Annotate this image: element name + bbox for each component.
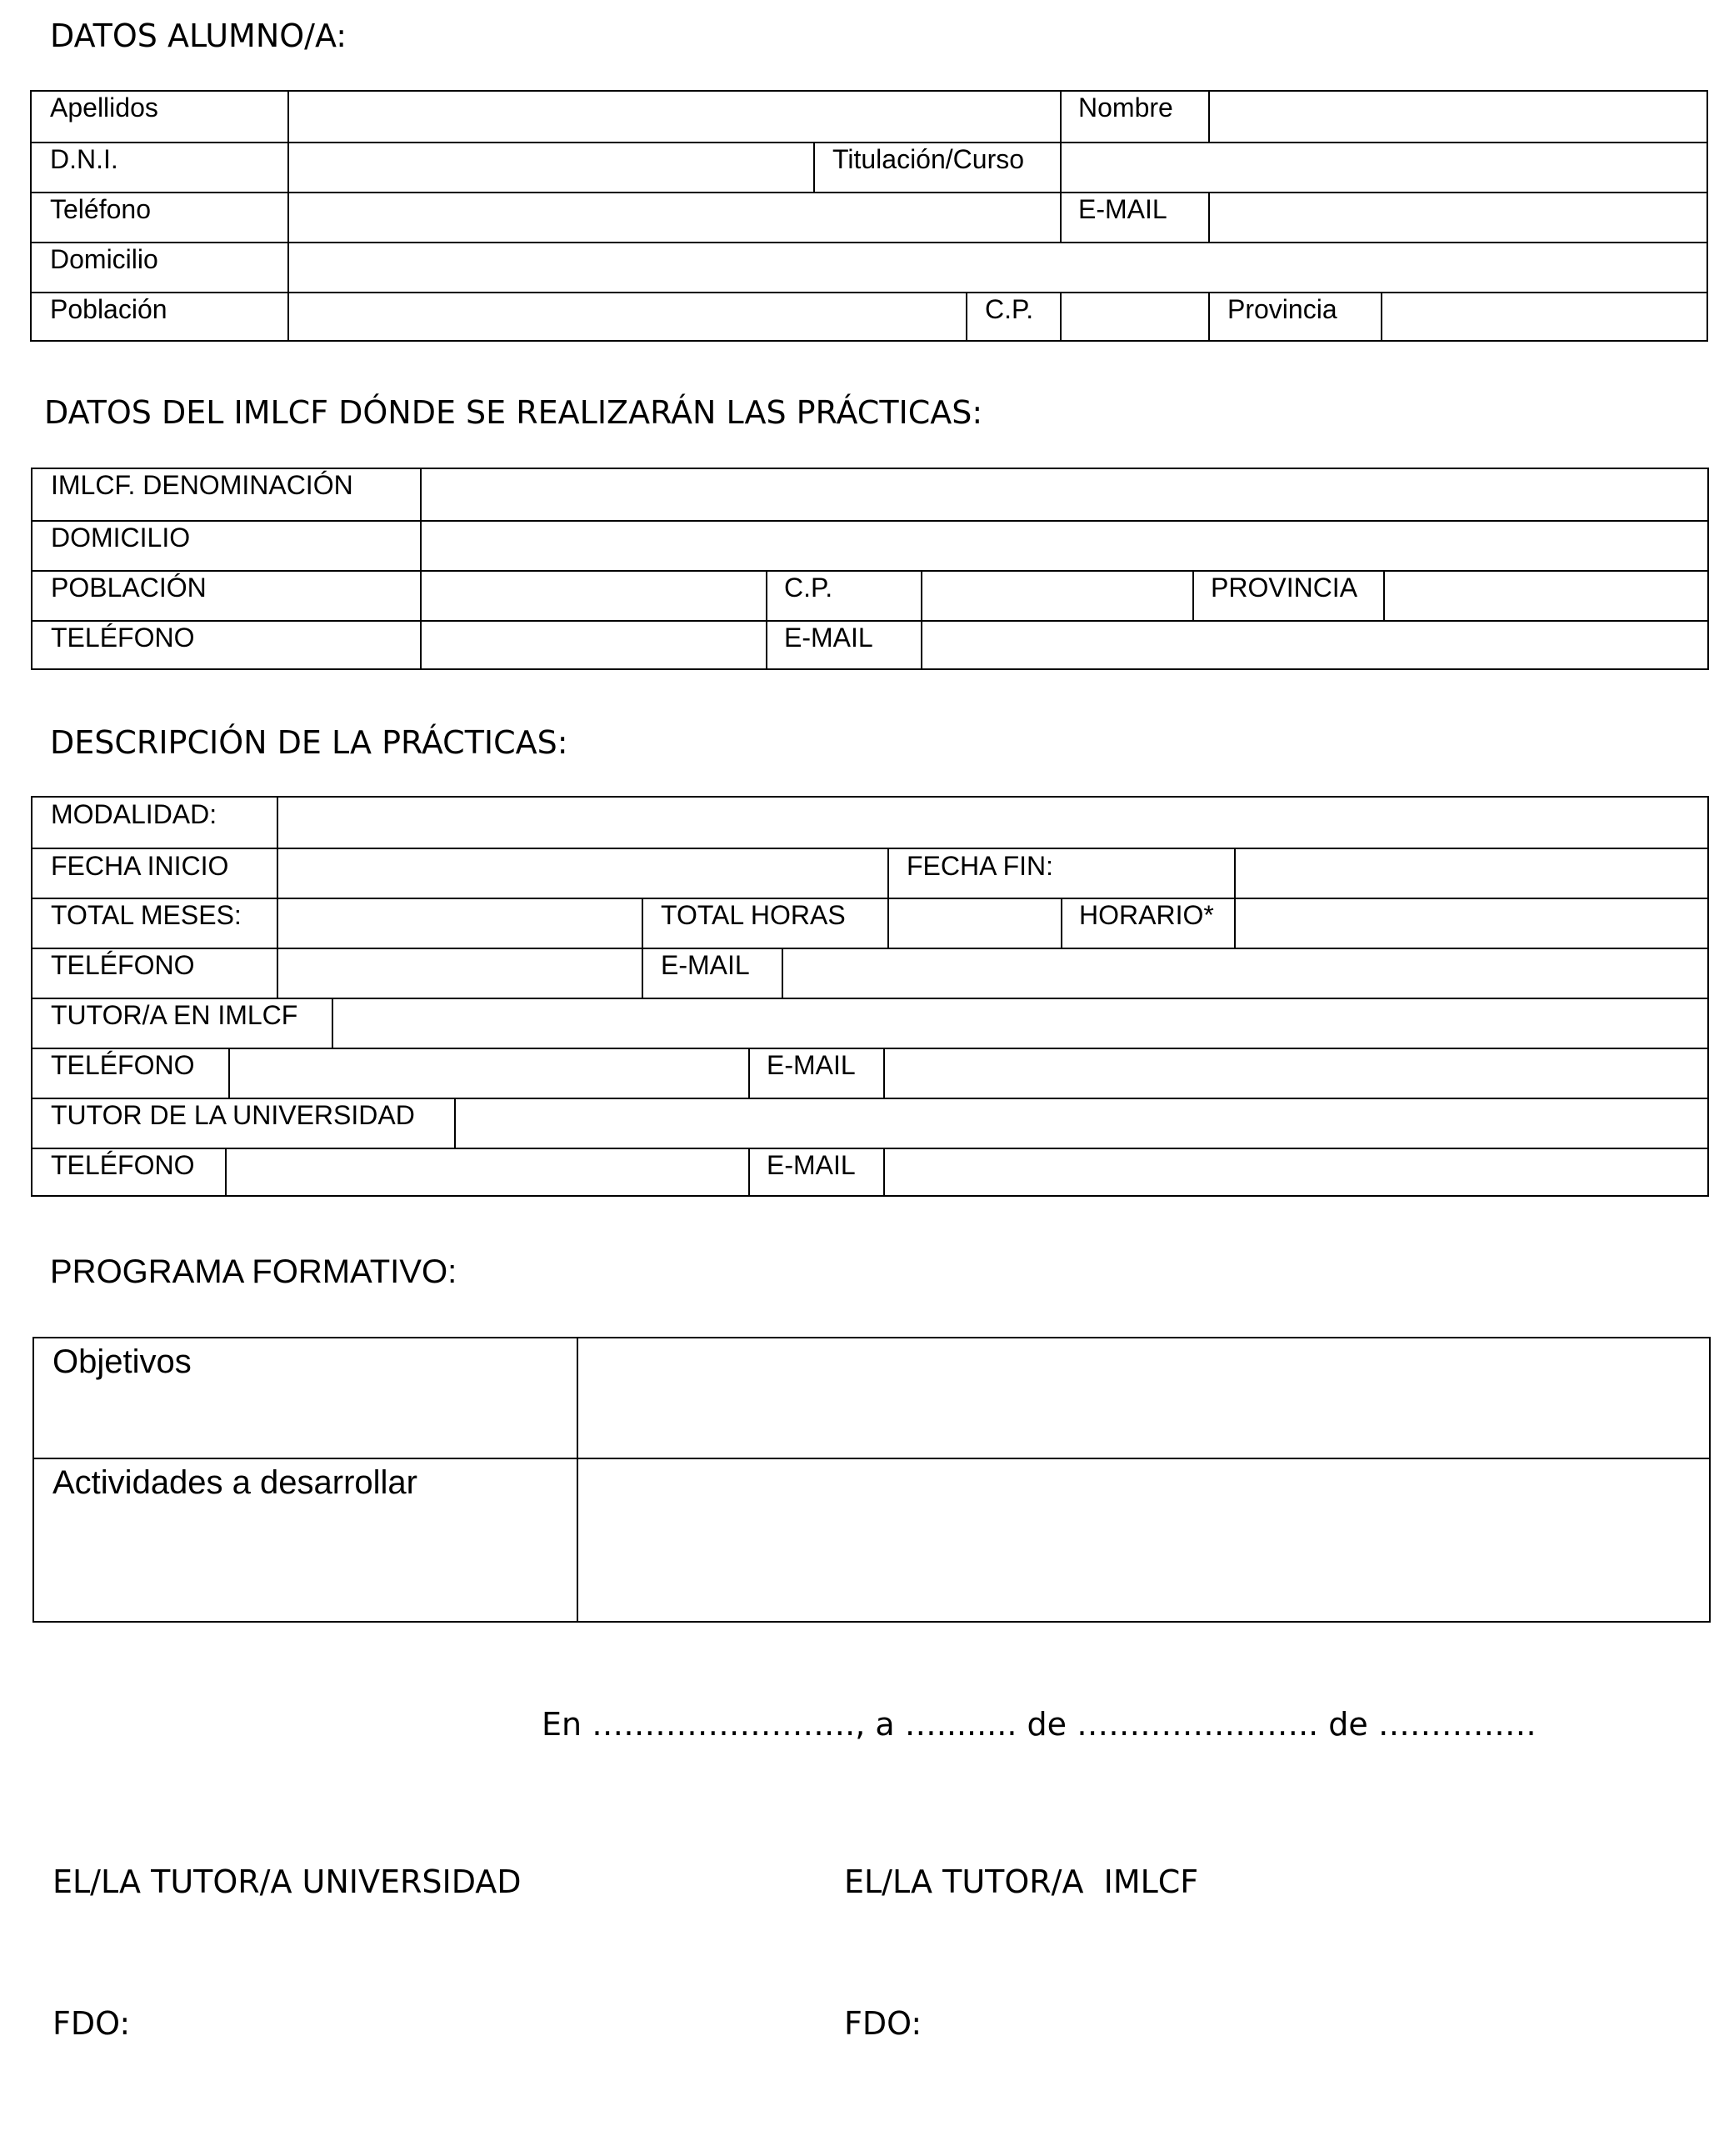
- tutor-universidad-heading: EL/LA TUTOR/A UNIVERSIDAD: [52, 1863, 522, 1900]
- place-date-line: En ……………………., a …........ de ………………….. de ……………: [542, 1706, 1537, 1743]
- imlcf-telefono-field[interactable]: [422, 622, 766, 668]
- apellidos-field[interactable]: [289, 92, 1060, 142]
- label-domicilio: Domicilio: [50, 244, 158, 274]
- tutor-imlcf-field[interactable]: [333, 999, 1707, 1048]
- label-fecha-inicio: FECHA INICIO: [51, 851, 229, 881]
- tutor-imlcf-telefono-field[interactable]: [230, 1049, 748, 1098]
- cp-field[interactable]: [1062, 293, 1208, 340]
- email-field[interactable]: [1210, 193, 1707, 242]
- fdo-left: FDO:: [52, 2005, 131, 2042]
- section-title-alumno: DATOS ALUMNO/A:: [50, 18, 347, 54]
- label-email: E-MAIL: [767, 1150, 856, 1180]
- label-imlcf-cp: C.P.: [784, 573, 833, 603]
- imlcf-denominacion-field[interactable]: [422, 469, 1707, 520]
- label-apellidos: Apellidos: [50, 93, 158, 123]
- fecha-fin-field[interactable]: [1236, 849, 1707, 898]
- poblacion-field[interactable]: [289, 293, 966, 340]
- label-objetivos: Objetivos: [52, 1343, 192, 1380]
- label-titulacion: Titulación/Curso: [832, 144, 1025, 174]
- label-poblacion: Población: [50, 294, 167, 324]
- imlcf-provincia-field[interactable]: [1385, 572, 1707, 620]
- tutor-universidad-field[interactable]: [456, 1099, 1707, 1148]
- label-telefono: TELÉFONO: [51, 1150, 195, 1180]
- col-divider: [1208, 292, 1210, 342]
- telefono-field[interactable]: [289, 193, 1060, 242]
- label-telefono: TELÉFONO: [51, 1050, 195, 1080]
- section-title-imlcf: DATOS DEL IMLCF DÓNDE SE REALIZARÁN LAS PRÁCTICAS:: [44, 394, 983, 431]
- col-divider: [813, 142, 815, 192]
- label-actividades: Actividades a desarrollar: [52, 1464, 417, 1501]
- tutor-universidad-email-field[interactable]: [885, 1149, 1707, 1195]
- domicilio-field[interactable]: [289, 243, 1707, 292]
- section-title-descripcion: DESCRIPCIÓN DE LA PRÁCTICAS:: [50, 724, 568, 761]
- label-imlcf-email: E-MAIL: [784, 623, 873, 653]
- label-total-meses: TOTAL MESES:: [51, 900, 242, 930]
- nombre-field[interactable]: [1210, 92, 1707, 142]
- label-imlcf-provincia: PROVINCIA: [1211, 573, 1358, 603]
- label-imlcf-telefono: TELÉFONO: [51, 623, 195, 653]
- label-nombre: Nombre: [1078, 93, 1173, 123]
- total-horas-field[interactable]: [889, 899, 1061, 948]
- col-divider: [748, 1048, 750, 1098]
- col-divider: [766, 570, 767, 670]
- imlcf-email-field[interactable]: [922, 622, 1707, 668]
- modalidad-field[interactable]: [278, 798, 1707, 848]
- label-telefono: Teléfono: [50, 194, 151, 224]
- actividades-field[interactable]: [578, 1459, 1709, 1621]
- label-modalidad: MODALIDAD:: [51, 799, 217, 829]
- label-cp: C.P.: [985, 294, 1034, 324]
- fdo-right: FDO:: [844, 2005, 922, 2042]
- label-tutor-universidad: TUTOR DE LA UNIVERSIDAD: [51, 1100, 415, 1130]
- label-horario: HORARIO*: [1079, 900, 1214, 930]
- label-fecha-fin: FECHA FIN:: [907, 851, 1054, 881]
- provincia-field[interactable]: [1382, 293, 1707, 340]
- col-divider: [642, 898, 643, 948]
- practicas-email-field[interactable]: [783, 949, 1707, 998]
- col-divider: [966, 292, 967, 342]
- col-divider: [1060, 192, 1062, 242]
- col-divider: [1192, 570, 1194, 620]
- col-divider: [642, 948, 643, 998]
- label-email: E-MAIL: [661, 950, 750, 980]
- tutor-imlcf-email-field[interactable]: [885, 1049, 1707, 1098]
- label-imlcf-domicilio: DOMICILIO: [51, 523, 191, 553]
- fecha-inicio-field[interactable]: [278, 849, 887, 898]
- objetivos-field[interactable]: [578, 1338, 1709, 1458]
- label-email: E-MAIL: [767, 1050, 856, 1080]
- col-divider: [748, 1148, 750, 1197]
- col-divider: [1060, 90, 1062, 142]
- total-meses-field[interactable]: [278, 899, 642, 948]
- dni-field[interactable]: [289, 143, 813, 192]
- label-telefono: TELÉFONO: [51, 950, 195, 980]
- imlcf-cp-field[interactable]: [922, 572, 1192, 620]
- horario-field[interactable]: [1236, 899, 1707, 948]
- label-provincia: Provincia: [1227, 294, 1337, 324]
- label-tutor-imlcf: TUTOR/A EN IMLCF: [51, 1000, 298, 1030]
- titulacion-field[interactable]: [1062, 143, 1707, 192]
- label-dni: D.N.I.: [50, 144, 118, 174]
- label-total-horas: TOTAL HORAS: [661, 900, 846, 930]
- imlcf-poblacion-field[interactable]: [422, 572, 766, 620]
- practicas-telefono-field[interactable]: [278, 949, 642, 998]
- label-imlcf-denominacion: IMLCF. DENOMINACIÓN: [51, 470, 353, 500]
- imlcf-domicilio-field[interactable]: [422, 522, 1707, 570]
- label-email: E-MAIL: [1078, 194, 1167, 224]
- col-divider: [1061, 898, 1062, 948]
- section-title-programa: PROGRAMA FORMATIVO:: [50, 1253, 457, 1290]
- tutor-universidad-telefono-field[interactable]: [227, 1149, 748, 1195]
- tutor-imlcf-heading: EL/LA TUTOR/A IMLCF: [844, 1863, 1199, 1900]
- col-divider: [887, 848, 889, 898]
- label-imlcf-poblacion: POBLACIÓN: [51, 573, 207, 603]
